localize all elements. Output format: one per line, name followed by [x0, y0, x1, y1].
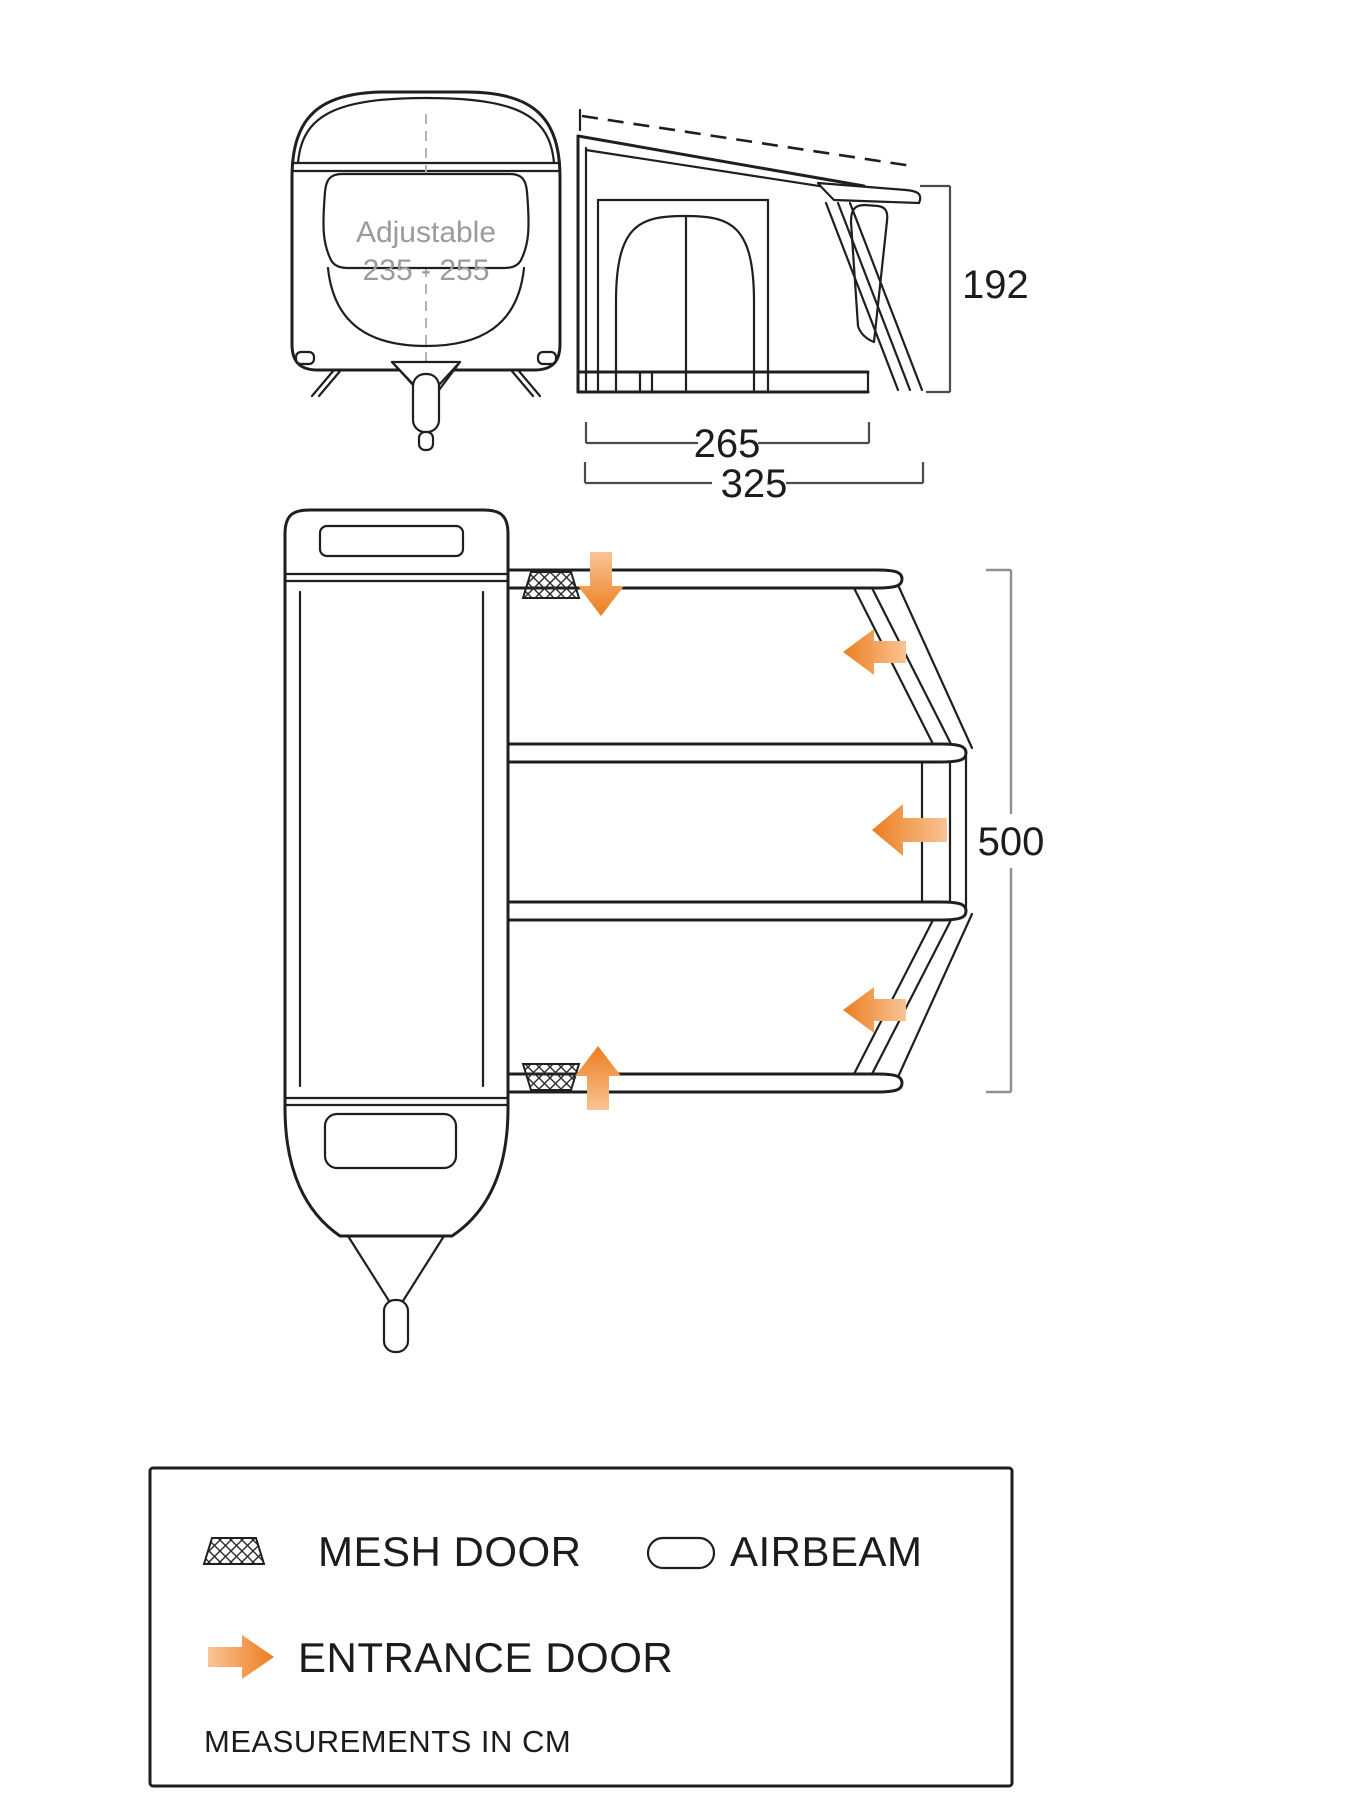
entrance-arrow-left-middle-icon [872, 804, 947, 856]
mesh-door-bottom-icon [523, 1064, 579, 1090]
awning-roof-line [578, 136, 864, 186]
caravan-right-leg [511, 370, 540, 396]
dimension-depth-325 [585, 462, 923, 506]
awning-front-door-panel [851, 205, 887, 342]
caravan-right-foot [538, 352, 556, 364]
caravan-hitch [392, 362, 460, 450]
dimension-depth-265 [586, 422, 869, 466]
airbeam-middle-upper [509, 744, 966, 762]
caravan-left-foot [296, 352, 314, 364]
dim-192-label: 192 [962, 263, 1029, 307]
awning-roof-cap [818, 183, 920, 203]
legend-entrance-door-label: ENTRANCE DOOR [298, 1634, 674, 1681]
awning-side-door [598, 200, 768, 390]
entrance-arrow-down-icon [578, 552, 624, 616]
adjustable-label: Adjustable [355, 216, 497, 249]
caravan-plan-rear-window [325, 1114, 456, 1168]
airbeam-middle-lower [509, 902, 966, 920]
dim-500-label: 500 [977, 820, 1045, 864]
legend-airbeam-label: AIRBEAM [730, 1528, 923, 1575]
dimension-height-192 [920, 186, 1029, 392]
caravan-front-view [292, 92, 560, 450]
awning-side-view [578, 110, 922, 392]
legend-units-note: MEASUREMENTS IN CM [204, 1724, 572, 1759]
raised-roof-dashed-line [582, 116, 912, 166]
dim-325-label: 325 [720, 462, 788, 506]
dimension-width-500 [978, 570, 1045, 1092]
dim-265-label: 265 [693, 422, 761, 466]
mesh-door-icon [204, 1538, 264, 1564]
legend-box [150, 1468, 1012, 1786]
awning-base-band [578, 372, 868, 392]
awning-front-face [826, 203, 922, 390]
airbeam-icon [648, 1538, 714, 1568]
caravan-plan-skylight [320, 526, 463, 556]
mesh-door-top-icon [523, 572, 579, 598]
adjustable-range-label: 235 - 255 [362, 254, 490, 287]
legend-mesh-door-label: MESH DOOR [318, 1528, 582, 1575]
entrance-arrow-up-icon [575, 1046, 621, 1110]
caravan-left-leg [312, 370, 341, 396]
awning-roof-inner-line [586, 150, 858, 192]
awning-plan-view [509, 552, 972, 1110]
caravan-plan-towbar [348, 1236, 444, 1352]
caravan-plan-view [285, 510, 508, 1352]
